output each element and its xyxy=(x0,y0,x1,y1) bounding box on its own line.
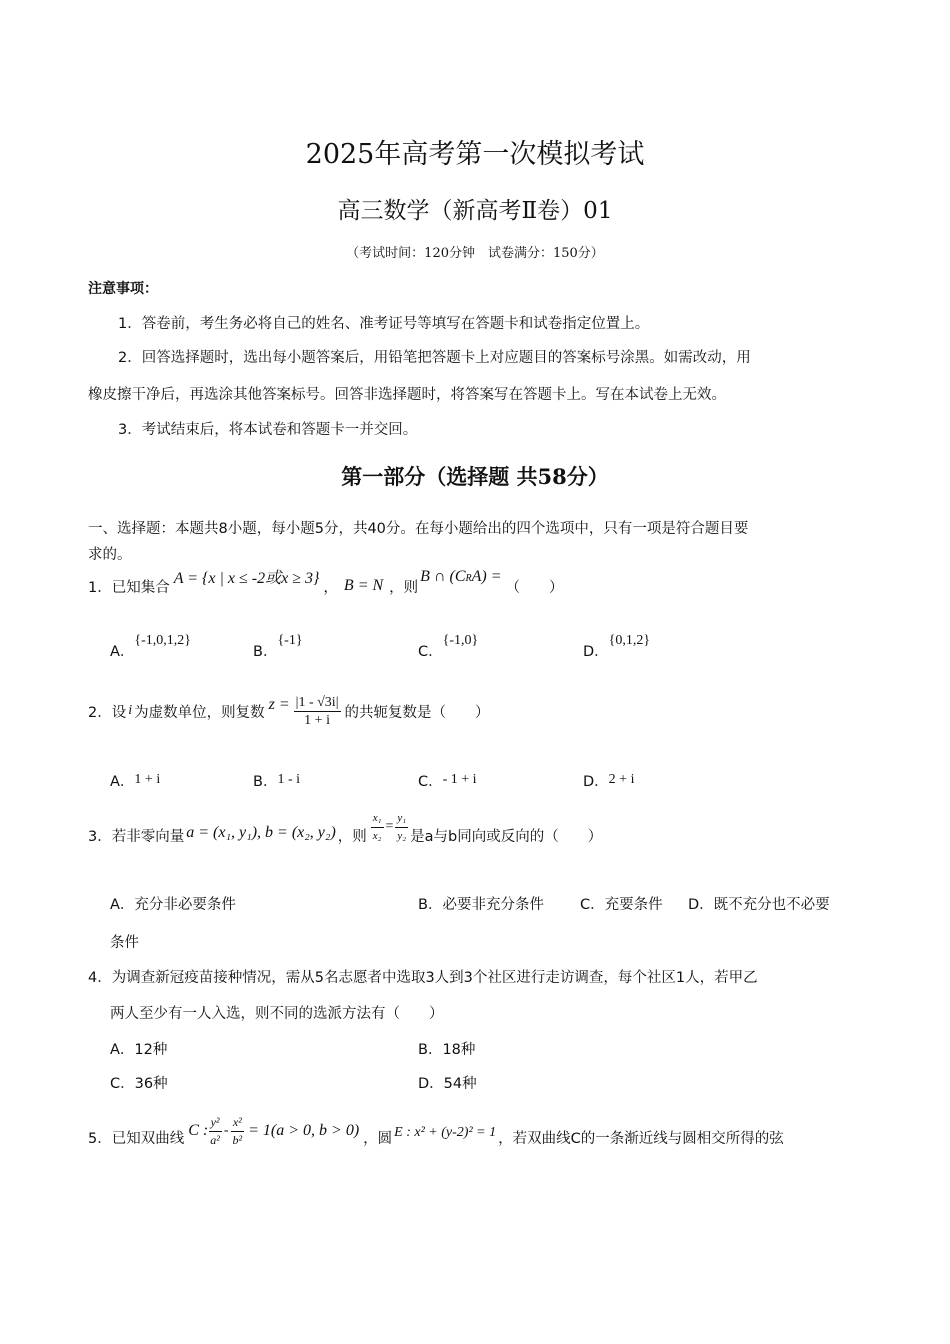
q2-option-b-letter: B． xyxy=(253,774,278,790)
q2-option-a-letter: A． xyxy=(110,774,135,790)
q1-option-b[interactable] xyxy=(253,628,303,660)
q2-options xyxy=(110,770,870,796)
q3-option-a[interactable] xyxy=(110,893,236,914)
q2-label: 2．设 xyxy=(88,704,127,721)
exam-info: （考试时间：120分钟 试卷满分：150分） xyxy=(346,246,604,261)
question-1 xyxy=(88,568,564,604)
q1-options xyxy=(110,628,870,664)
q3-sep: ，则 xyxy=(337,828,367,845)
q2-option-b-value: 1 - i xyxy=(277,772,301,787)
q1-expression xyxy=(420,567,501,586)
q2-fraction xyxy=(294,694,341,729)
note-item-3: 3．考试结束后，将本试卷和答题卡一并交回。 xyxy=(118,422,418,438)
q3-option-d-wrap: 条件 xyxy=(110,935,139,951)
q3-frac1-num: x₁ xyxy=(371,810,384,828)
q1-option-b-value: {-1} xyxy=(277,633,303,648)
q1-option-d-letter: D． xyxy=(583,644,609,660)
q5-frac1-num: y² xyxy=(209,1114,222,1132)
page-subtitle: 高三数学（新高考Ⅱ卷）01 xyxy=(337,198,613,224)
q3-option-c-value: 充要条件 xyxy=(604,897,663,913)
q1-option-d-value: {0,1,2} xyxy=(608,633,651,648)
q3-text-end: 是a与b同向或反向的（ ） xyxy=(410,828,603,845)
q5-sep: ，圆 xyxy=(363,1130,393,1147)
page-title: 2025年高考第一次模拟考试 xyxy=(305,139,645,170)
q1-option-a-value: {-1,0,1,2} xyxy=(134,633,192,648)
q3-vectors: a = (x₁, y₁), b = (x₂, y₂) xyxy=(186,824,336,841)
q4-line1: 4．为调查新冠疫苗接种情况，需从5名志愿者中选取3人到3个社区进行走访调查，每个社区1人，若甲乙 xyxy=(88,970,758,986)
q1-label: 1．已知集合 xyxy=(88,579,170,596)
q2-option-c[interactable] xyxy=(418,770,477,791)
q2-option-a-value: 1 + i xyxy=(134,772,161,787)
q1-option-a[interactable] xyxy=(110,628,192,660)
note-item-1: 1．答卷前，考生务必将自己的姓名、准考证号等填写在答题卡和试卷指定位置上。 xyxy=(118,316,650,332)
q5-rhs: = 1(a > 0, b > 0) xyxy=(248,1122,360,1139)
q1-option-c-value: {-1,0} xyxy=(442,633,479,648)
q1-option-b-letter: B． xyxy=(253,644,278,660)
q1-option-a-letter: A． xyxy=(110,644,135,660)
note-item-2-line1: 2．回答选择题时，选出每小题答案后，用铅笔把答题卡上对应题目的答案标号涂黑。如需改动，用 xyxy=(118,350,751,366)
question-3 xyxy=(88,810,602,860)
q2-numerator: |1 - √3i| xyxy=(295,694,339,710)
notes-heading: 注意事项： xyxy=(88,281,158,297)
q3-options xyxy=(110,893,870,917)
q3-option-d-value: 既不充分也不必要 xyxy=(713,897,830,913)
q1-set-b: B = N xyxy=(343,577,384,594)
q3-option-a-letter: A． xyxy=(110,897,135,913)
q4-option-d-value: 54种 xyxy=(443,1076,477,1092)
q5-frac2-num: x² xyxy=(231,1114,244,1132)
q1-expr-sub: R xyxy=(465,572,472,584)
q4-option-c-value: 36种 xyxy=(134,1076,168,1092)
q1-option-c-letter: C． xyxy=(418,644,443,660)
q3-frac1-den: x₂ xyxy=(372,829,382,842)
q1-set-a: A = {x | x ≤ -2或x ≥ 3} xyxy=(173,569,320,587)
q5-frac-x xyxy=(231,1114,245,1149)
q3-label: 3．若非零向量 xyxy=(88,828,185,845)
q4-option-b-value: 18种 xyxy=(442,1042,476,1058)
q3-option-b-value: 必要非充分条件 xyxy=(442,897,544,913)
note-item-2-line2: 橡皮擦干净后，再选涂其他答案标号。回答非选择题时，将答案写在答题卡上。写在本试卷上无效。 xyxy=(88,387,726,403)
q4-option-b-letter: B． xyxy=(418,1042,443,1058)
q4-line2: 两人至少有一人入选，则不同的选派方法有（ ） xyxy=(110,1006,444,1022)
question-5 xyxy=(88,1112,784,1162)
q4-option-c[interactable] xyxy=(110,1072,168,1093)
q3-option-d[interactable] xyxy=(688,893,830,914)
q3-option-c[interactable] xyxy=(580,893,663,914)
q2-denominator: 1 + i xyxy=(304,712,330,728)
q3-option-a-value: 充分非必要条件 xyxy=(134,897,236,913)
q1-sep1: ， xyxy=(323,579,338,596)
q5-frac-y xyxy=(208,1114,222,1149)
q5-frac2-den: b² xyxy=(232,1132,243,1147)
q2-option-d-value: 2 + i xyxy=(608,772,635,787)
q3-option-b-letter: B． xyxy=(418,897,443,913)
q1-sep2: ，则 xyxy=(389,579,419,596)
q3-option-d-letter: D． xyxy=(688,897,714,913)
q4-options xyxy=(110,1038,870,1098)
q4-option-a[interactable] xyxy=(110,1038,167,1059)
q4-option-d[interactable] xyxy=(418,1072,477,1093)
q2-z-eq: z = xyxy=(268,696,290,713)
q4-option-a-value: 12种 xyxy=(134,1042,168,1058)
q4-option-d-letter: D． xyxy=(418,1076,444,1092)
part-heading: 第一部分（选择题 共58分） xyxy=(341,464,609,489)
q4-option-c-letter: C． xyxy=(110,1076,135,1092)
q4-option-a-letter: A． xyxy=(110,1042,135,1058)
q4-option-b[interactable] xyxy=(418,1038,475,1059)
q5-minus: - xyxy=(223,1123,229,1138)
q3-fraction-y xyxy=(395,810,408,845)
q1-expr-start: B ∩ (C xyxy=(420,567,466,585)
q2-option-b[interactable] xyxy=(253,770,300,791)
q2-i-symbol: i xyxy=(128,703,133,718)
q3-eq: = xyxy=(385,819,394,834)
section-instruction-line2: 求的。 xyxy=(88,547,132,563)
q3-option-b[interactable] xyxy=(418,893,544,914)
q3-fraction-x xyxy=(371,810,384,845)
q2-option-c-value: - 1 + i xyxy=(442,772,477,787)
q1-answer-paren: （ ） xyxy=(505,579,564,596)
q5-c-prefix: C : xyxy=(188,1122,209,1139)
q5-label: 5．已知双曲线 xyxy=(88,1130,185,1147)
q2-option-c-letter: C． xyxy=(418,774,443,790)
q5-frac1-den: a² xyxy=(210,1132,220,1147)
q5-text-end: ，若双曲线C的一条渐近线与圆相交所得的弦 xyxy=(498,1130,784,1147)
q3-frac2-num: y₁ xyxy=(395,810,408,828)
q1-expr-end: A) = xyxy=(471,567,502,585)
q1-option-c[interactable] xyxy=(418,628,479,660)
q2-option-d-letter: D． xyxy=(583,774,609,790)
q1-option-d[interactable] xyxy=(583,628,651,660)
question-2 xyxy=(88,688,490,734)
q5-circle: E : x² + (y-2)² = 1 xyxy=(394,1125,497,1140)
q2-text-end: 的共轭复数是（ ） xyxy=(344,704,490,721)
q3-frac2-den: y₂ xyxy=(397,829,407,842)
q2-text-mid: 为虚数单位，则复数 xyxy=(134,704,265,721)
q2-option-d[interactable] xyxy=(583,770,634,791)
q2-option-a[interactable] xyxy=(110,770,160,791)
q3-option-c-letter: C． xyxy=(580,897,605,913)
section-instruction-line1: 一、选择题：本题共8小题，每小题5分，共40分。在每小题给出的四个选项中，只有一项是符合题目要 xyxy=(88,521,749,537)
